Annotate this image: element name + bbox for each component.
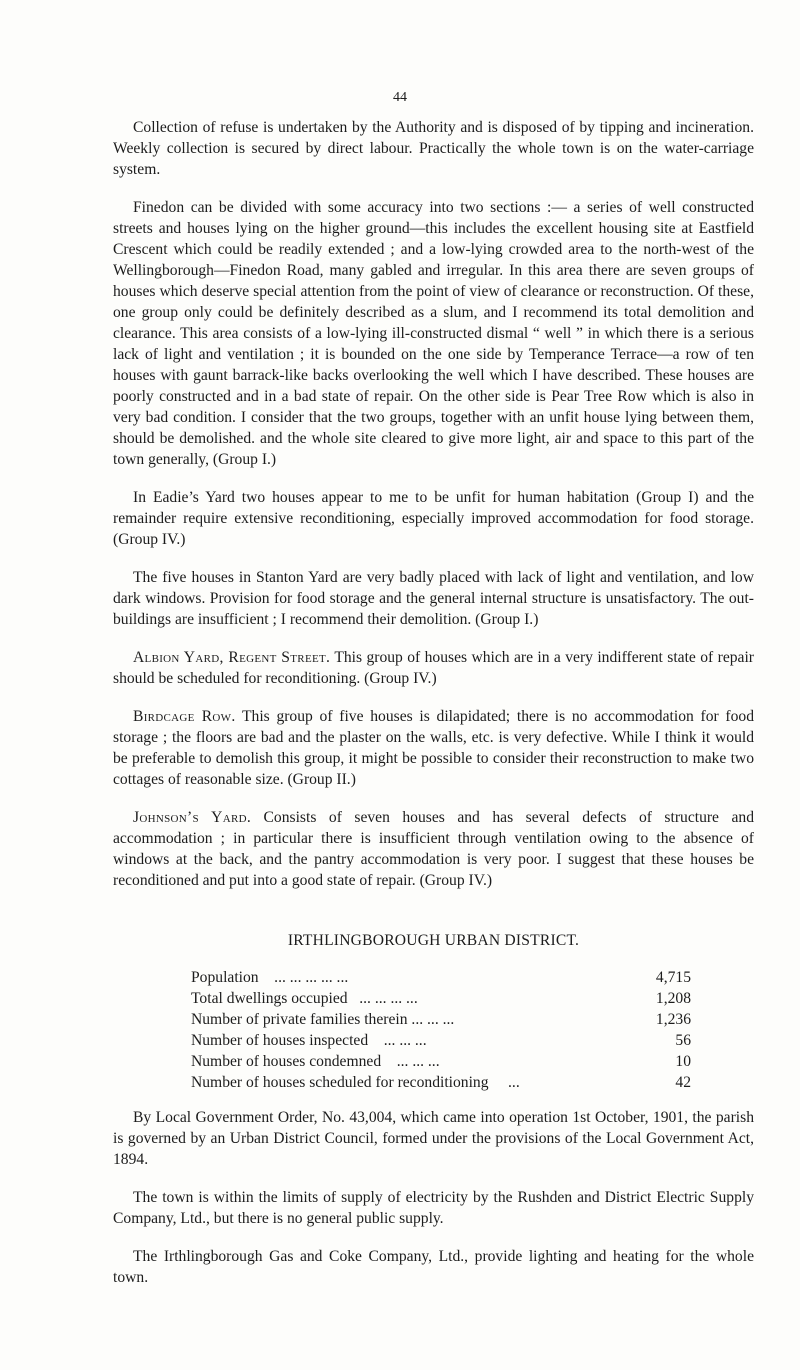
stat-value: 10 <box>675 1053 691 1070</box>
stat-label: Number of private families therein ... ... ... <box>191 1011 455 1028</box>
stat-value: 1,208 <box>655 990 691 1007</box>
stat-value: 4,715 <box>655 969 691 986</box>
albion-yard-text: This group of houses which are in a very indifferent state of repair should be scheduled for reconditioning. (Group IV.) <box>113 649 754 687</box>
birdcage-row-text: This group of five houses is dilapidated; there is no accommodation for food storage ; the floors are bad and the plaster on the walls, etc. is very defective. While I think it would be preferable to demolish this group, it might be possible to consider their reconstruction to make two cottages of reasonable size. (Group II.) <box>113 708 754 788</box>
stat-value: 1,236 <box>655 1011 691 1028</box>
stat-label: Number of houses scheduled for reconditioning ... <box>191 1074 520 1091</box>
stat-label: Number of houses condemned ... ... ... <box>191 1053 440 1070</box>
johnsons-yard-text: Consists of seven houses and has several defects of structure and accommodation ; in particular there is insufficient through ventilation owing to the absence of windows at the back, and the pantry accommodation is very poor. I suggest that these houses be reconditioned and put into a good state of repair. (Group IV.) <box>113 809 754 889</box>
section-heading-irthlingborough: IRTHLINGBOROUGH URBAN DISTRICT. <box>287 932 580 949</box>
table-row <box>191 1051 691 1072</box>
albion-yard-heading: Albion Yard, Regent Street. <box>133 649 331 666</box>
paragraph-birdcage-row <box>113 706 754 790</box>
stat-label: Total dwellings occupied ... ... ... ... <box>191 990 418 1007</box>
table-row <box>191 1009 691 1030</box>
paragraph-refuse-collection: Collection of refuse is undertaken by the Authority and is disposed of by tipping and incineration. Weekly collection is secured by direct labour. Practically the whole town is on the water-carriage system. <box>113 119 754 178</box>
statistics-table <box>191 967 691 1093</box>
table-row <box>191 988 691 1009</box>
paragraph-electricity-supply: The town is within the limits of supply of electricity by the Rushden and District Electric Supply Company, Ltd., but there is no general public supply. <box>113 1189 754 1227</box>
page-number: 44 <box>393 90 407 105</box>
paragraph-albion-yard <box>113 647 754 689</box>
paragraph-finedon: Finedon can be divided with some accuracy into two sections :— a series of well constructed streets and houses lying on the higher ground—this includes the excellent housing site at Eastfield Crescent which could be readily extended ; and a low-lying crowded area to the north-west of the Wellingborough—Finedon Road, many gabled and irregular. In this area there are seven groups of houses which deserve special attention from the point of view of clearance or reconstruction. Of these, one group only could be definitely described as a slum, and I recommend its total demolition and clearance. This area consists of a low-lying ill-constructed dismal “ well ” in which there is a serious lack of light and ventilation ; it is bounded on the one side by Temperance Terrace—a row of ten houses with gaunt barrack-like backs overlooking the well which I have described. These houses are poorly constructed and in a bad state of repair. On the other side is Pear Tree Row which is also in very bad condition. I consider that the two groups, together with an unfit house lying between them, should be demolished. and the whole site cleared to give more light, air and space to this part of the town generally, (Group I.) <box>113 199 754 468</box>
paragraph-johnsons-yard <box>113 807 754 891</box>
johnsons-yard-heading: Johnson’s Yard. <box>133 809 252 826</box>
paragraph-gas-supply: The Irthlingborough Gas and Coke Company, Ltd., provide lighting and heating for the whole town. <box>113 1248 754 1286</box>
stat-label: Number of houses inspected ... ... ... <box>191 1032 427 1049</box>
paragraph-eadies-yard: In Eadie’s Yard two houses appear to me to be unfit for human habitation (Group I) and the remainder require extensive reconditioning, especially improved accommodation for food storage. (Group IV.) <box>113 489 754 548</box>
document-body <box>113 117 754 1305</box>
paragraph-stanton-yard: The five houses in Stanton Yard are very badly placed with lack of light and ventilation, and low dark windows. Provision for food storage and the general internal structure is unsatisfactory. The out-buildings are insufficient ; I recommend their demolition. (Group I.) <box>113 569 754 628</box>
birdcage-row-heading: Birdcage Row. <box>133 708 236 725</box>
stat-value: 56 <box>675 1032 691 1049</box>
stat-label: Population ... ... ... ... ... <box>191 969 349 986</box>
table-row <box>191 1072 691 1093</box>
table-row <box>191 967 691 988</box>
paragraph-local-government-order: By Local Government Order, No. 43,004, which came into operation 1st October, 1901, the parish is governed by an Urban District Council, formed under the provisions of the Local Government Act, 1894. <box>113 1109 754 1168</box>
stat-value: 42 <box>675 1074 691 1091</box>
table-row <box>191 1030 691 1051</box>
